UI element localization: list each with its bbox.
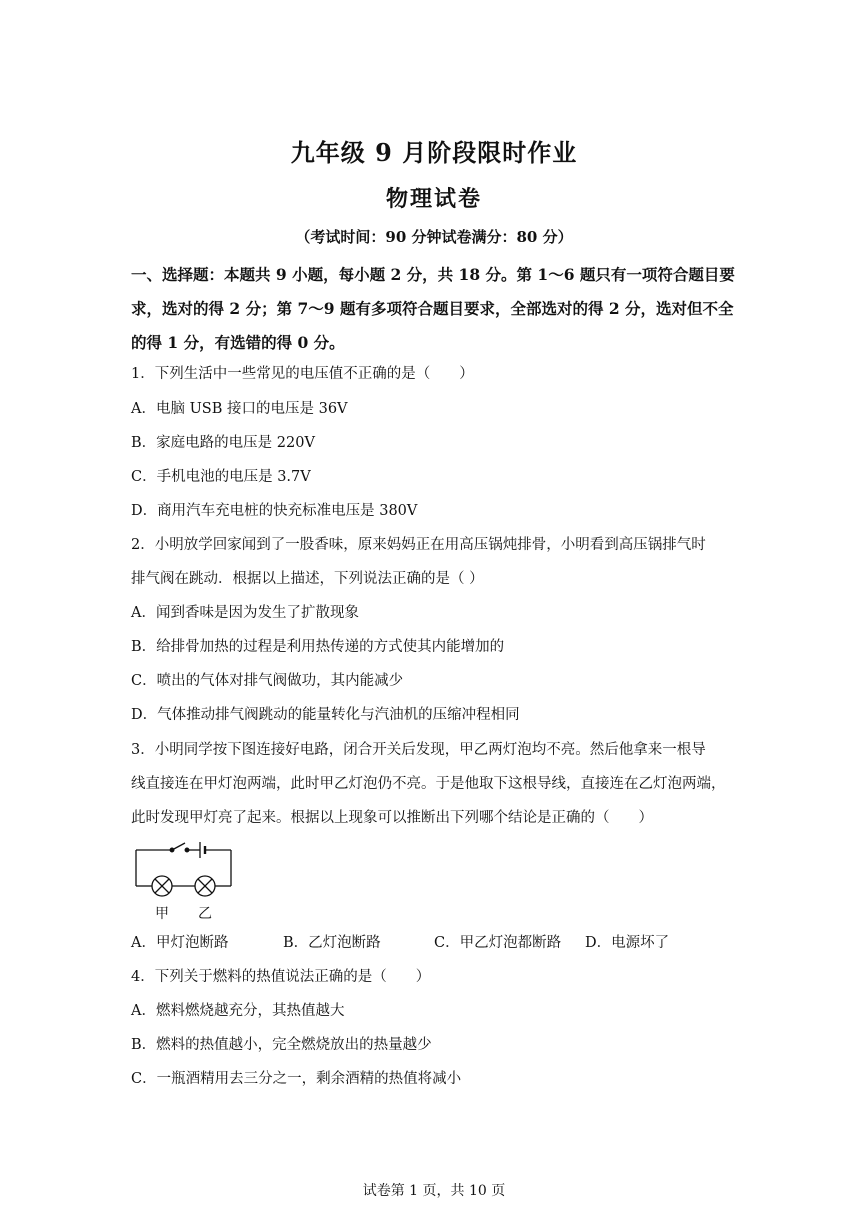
question-2-stem-line-1: 2．小明放学回家闻到了一股香味，原来妈妈正在用高压锅炖排骨，小明看到高压锅排气时: [131, 537, 706, 553]
lamp-2-label: 乙: [198, 906, 212, 922]
question-1-option-d: D．商用汽车充电桩的快充标准电压是 380V: [131, 503, 418, 519]
question-2-option-b: B．给排骨加热的过程是利用热传递的方式使其内能增加的: [131, 639, 505, 655]
question-4-option-a: A．燃料燃烧越充分，其热值越大: [131, 1003, 345, 1019]
question-2-option-d: D．气体推动排气阀跳动的能量转化与汽油机的压缩冲程相同: [131, 707, 520, 723]
question-2-option-c: C．喷出的气体对排气阀做功，其内能减少: [131, 673, 404, 689]
exam-subtitle: 物理试卷: [385, 186, 482, 212]
question-4-option-c: C．一瓶酒精用去三分之一，剩余酒精的热值将减小: [131, 1071, 462, 1087]
question-4-stem: 4．下列关于燃料的热值说法正确的是（ ）: [131, 969, 431, 985]
question-2-stem-line-2: 排气阀在跳动．根据以上描述，下列说法正确的是（ ）: [131, 571, 484, 587]
switch-blade-icon: [172, 843, 185, 850]
section-instructions: 一、选择题：本题共 9 小题，每小题 2 分，共 18 分。第 1～6 题只有一项符合题目要求，选对的得 2 分；第 7～9 题有多项符合题目要求，全部选对的得 2 分，选对但不全的得 1 分，有选错的得 0 分。: [131, 265, 735, 352]
question-3-option-b: B．乙灯泡断路: [283, 935, 381, 951]
question-3-stem-line-3: 此时发现甲灯亮了起来。根据以上现象可以推断出下列哪个结论是正确的（ ）: [131, 810, 653, 826]
question-1-option-c: C．手机电池的电压是 3.7V: [131, 469, 311, 485]
page-footer: 试卷第 1 页，共 10 页: [362, 1183, 506, 1199]
question-3-stem-line-1: 3．小明同学按下图连接好电路，闭合开关后发现，甲乙两灯泡均不亮。然后他拿来一根导: [131, 742, 706, 758]
question-3-options: [131, 931, 751, 953]
question-3-option-d: D．电源坏了: [585, 935, 670, 951]
question-3-option-a: A．甲灯泡断路: [131, 935, 229, 951]
circuit-diagram: [131, 838, 241, 922]
lamp-1-label: 甲: [155, 906, 169, 922]
exam-title: 九年级 9 月阶段限时作业: [290, 138, 578, 167]
question-3-stem-line-2: 线直接连在甲灯泡两端，此时甲乙灯泡仍不亮。于是他取下这根导线，直接连在乙灯泡两端，: [131, 776, 726, 792]
question-1-option-b: B．家庭电路的电压是 220V: [131, 435, 315, 451]
question-4-option-b: B．燃料的热值越小，完全燃烧放出的热量越少: [131, 1037, 432, 1053]
question-3-option-c: C．甲乙灯泡都断路: [434, 935, 562, 951]
exam-info: （考试时间：90 分钟试卷满分：80 分）: [295, 228, 573, 246]
question-1-option-a: A．电脑 USB 接口的电压是 36V: [131, 401, 348, 417]
question-1-stem: 1．下列生活中一些常见的电压值不正确的是（ ）: [131, 366, 474, 382]
question-2-option-a: A．闻到香味是因为发生了扩散现象: [131, 605, 359, 621]
